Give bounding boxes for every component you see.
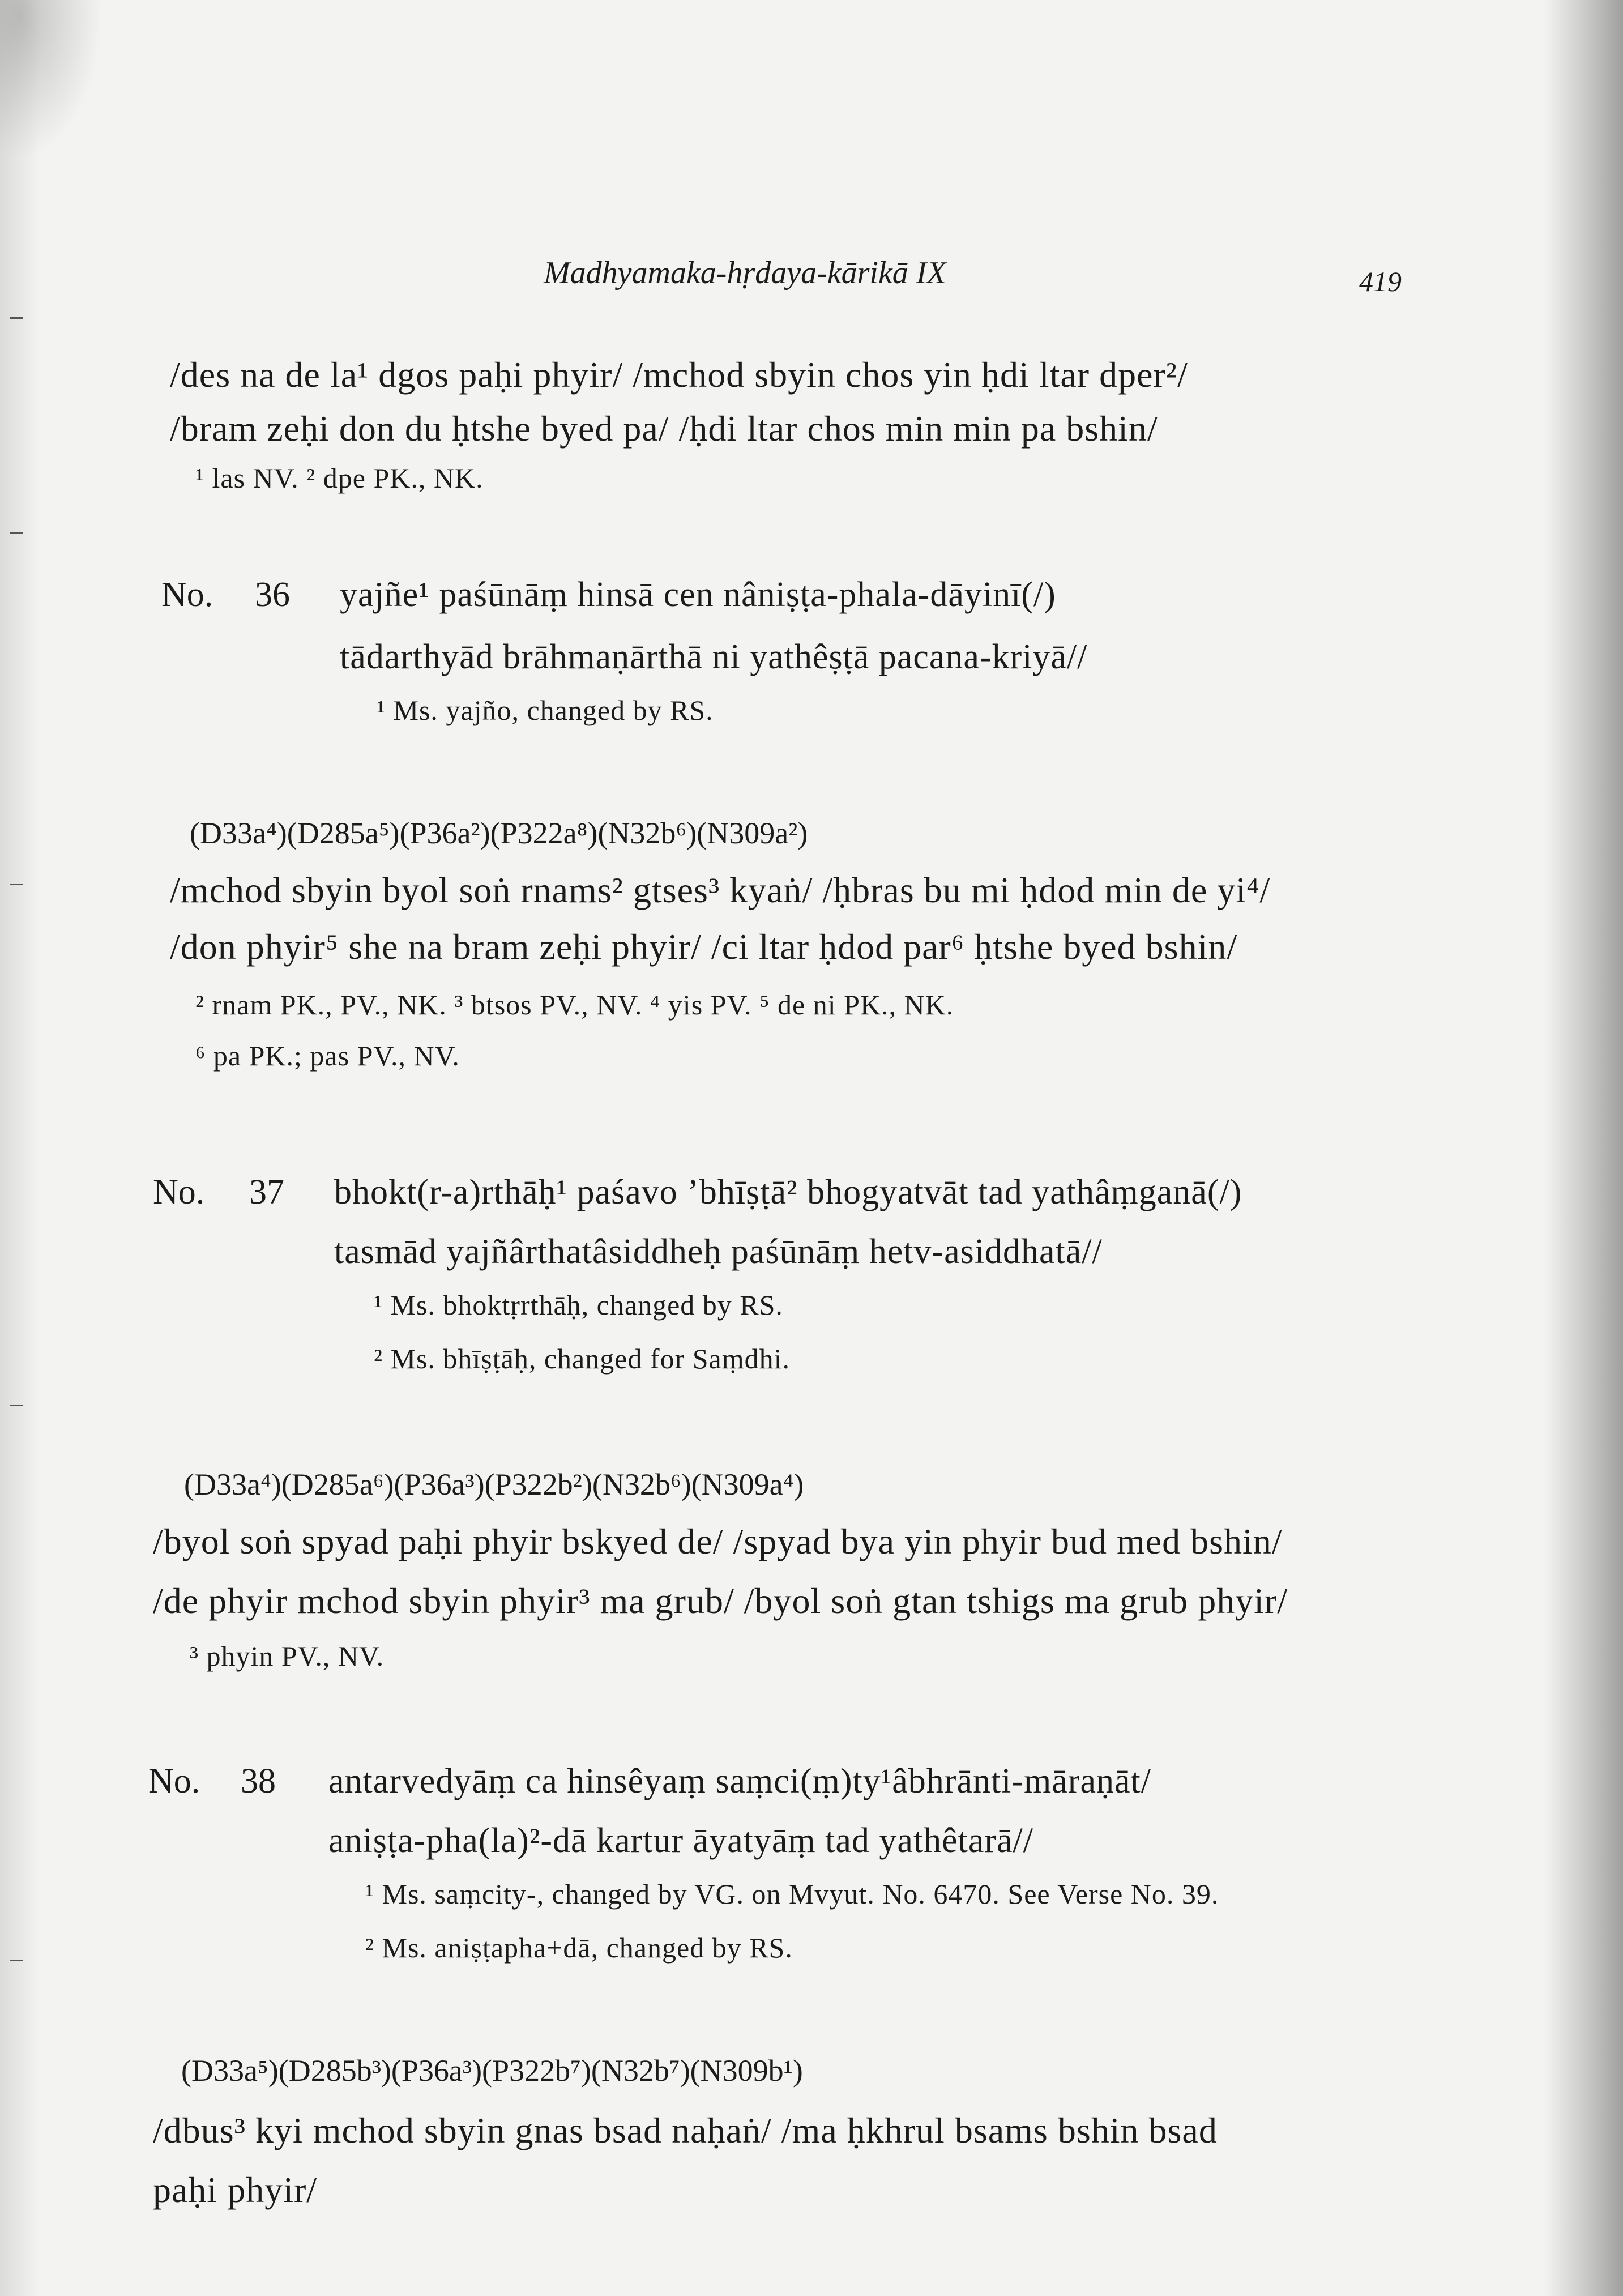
tibetan-line: /des na de la¹ dgos paḥi phyir/ /mchod sbyin chos yin ḥdi ltar dper²/ [170,355,1188,395]
sanskrit-line: tādarthyād brāhmaṇārthā ni yathêṣṭā pacana-kriyā// [340,638,1088,676]
verse-label: No. [153,1173,205,1211]
margin-mark [10,1960,23,1961]
sanskrit-line: tasmād yajñârthatâsiddheḥ paśūnāṃ hetv-asiddhatā// [334,1232,1103,1271]
sanskrit-line: yajñe¹ paśūnāṃ hinsā cen nâniṣṭa-phala-dāyinī(/) [340,575,1056,614]
page-number: 419 [1359,266,1402,297]
footnote: ¹ Ms. yajño, changed by RS. [377,694,714,726]
sanskrit-line: antarvedyāṃ ca hinsêyaṃ saṃci(ṃ)ty¹âbhrānti-māraṇāt/ [328,1762,1151,1800]
scan-right-edge [1544,0,1623,2296]
edition-references: (D33a⁴)(D285a⁵)(P36a²)(P322a⁸)(N32b⁶)(N309a²) [190,816,808,850]
verse-number: 37 [249,1173,284,1211]
sanskrit-line: bhokt(r-a)rthāḥ¹ paśavo ’bhīṣṭā² bhogyatvāt tad yathâṃganā(/) [334,1173,1242,1211]
margin-mark [10,317,23,319]
sanskrit-line: aniṣṭa-pha(la)²-dā kartur āyatyāṃ tad yathêtarā// [328,1821,1033,1860]
scan-left-edge [0,0,40,2296]
verse-label: No. [148,1762,200,1800]
verse-label: No. [161,575,213,614]
footnote: ¹ Ms. saṃcity-, changed by VG. on Mvyut. No. 6470. See Verse No. 39. [365,1878,1219,1910]
scan-corner-smudge [0,0,102,159]
footnote: ⁶ pa PK.; pas PV., NV. [195,1040,460,1072]
verse-number: 36 [255,575,290,614]
margin-mark [10,884,23,885]
footnote: ² Ms. aniṣṭapha+dā, changed by RS. [365,1932,793,1964]
tibetan-line: /byol soṅ spyad paḥi phyir bskyed de/ /spyad bya yin phyir bud med bshin/ [153,1521,1283,1561]
tibetan-line: /don phyir⁵ she na bram zeḥi phyir/ /ci ltar ḥdod par⁶ ḥtshe byed bshin/ [170,927,1238,967]
running-head: Madhyamaka-hṛdaya-kārikā IX [544,255,946,291]
footnote: ² Ms. bhīṣṭāḥ, changed for Saṃdhi. [374,1343,791,1375]
edition-references: (D33a⁵)(D285b³)(P36a³)(P322b⁷)(N32b⁷)(N309b¹) [181,2054,803,2088]
tibetan-line: /de phyir mchod sbyin phyir³ ma grub/ /byol soṅ gtan tshigs ma grub phyir/ [153,1581,1288,1621]
verse-number: 38 [241,1762,276,1800]
tibetan-line: /mchod sbyin byol soṅ rnams² gtses³ kyaṅ/ /ḥbras bu mi ḥdod min de yi⁴/ [170,870,1271,910]
footnote: ¹ las NV. ² dpe PK., NK. [195,462,484,494]
tibetan-line: /bram zeḥi don du ḥtshe byed pa/ /ḥdi ltar chos min min pa bshin/ [170,408,1158,449]
footnote: ² rnam PK., PV., NK. ³ btsos PV., NV. ⁴ yis PV. ⁵ de ni PK., NK. [195,989,954,1021]
margin-mark [10,532,23,534]
tibetan-line: /dbus³ kyi mchod sbyin gnas bsad naḥaṅ/ /ma ḥkhrul bsams bshin bsad [153,2110,1218,2150]
margin-mark [10,1405,23,1406]
tibetan-line: paḥi phyir/ [153,2170,318,2210]
footnote: ³ phyin PV., NV. [190,1640,385,1672]
footnote: ¹ Ms. bhoktṛrthāḥ, changed by RS. [374,1289,783,1321]
edition-references: (D33a⁴)(D285a⁶)(P36a³)(P322b²)(N32b⁶)(N309a⁴) [184,1467,804,1501]
